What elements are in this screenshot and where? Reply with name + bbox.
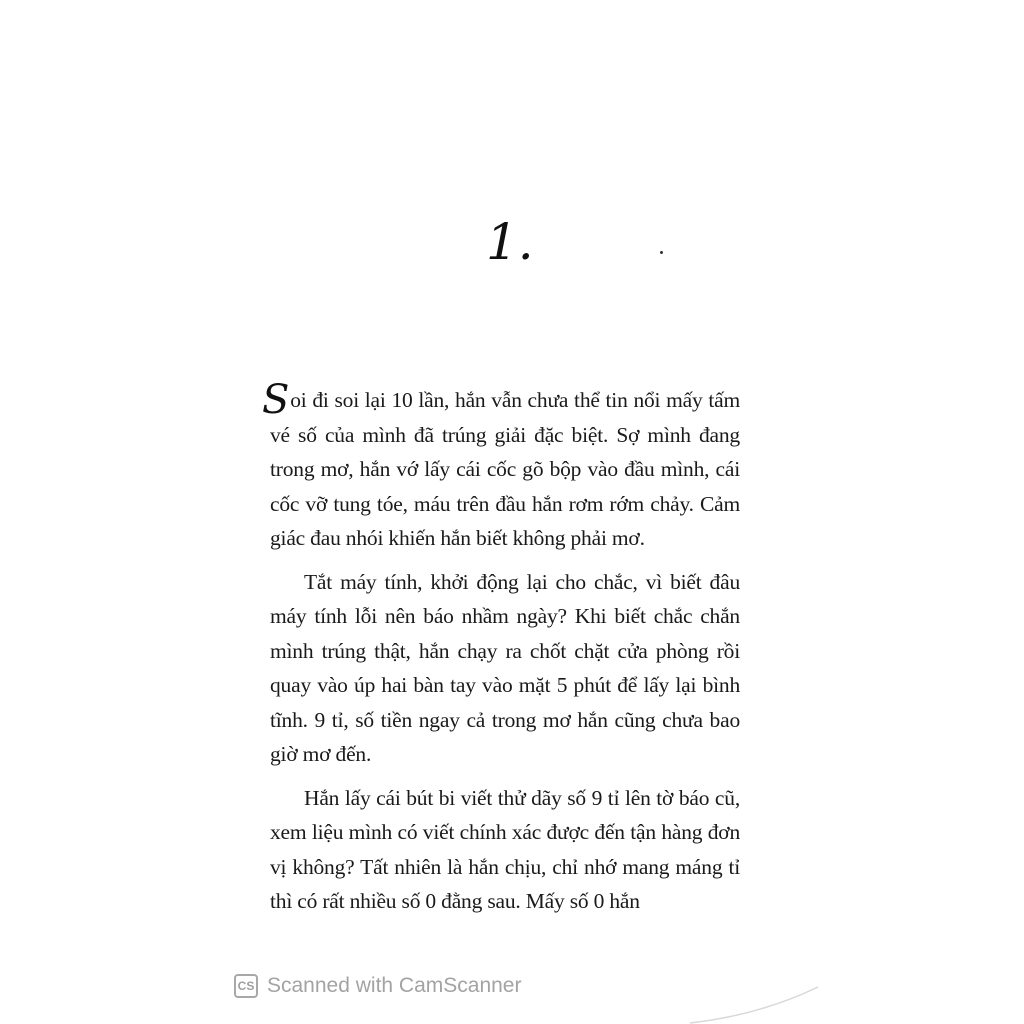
paragraph-2: Tắt máy tính, khởi động lại cho chắc, vì biết đâu máy tính lỗi nên báo nhầm ngày? Khi biết chắc chắn mình trúng thật, hắn chạy ra chốt chặt cửa phòng rồi quay vào úp hai bàn tay vào mặt 5 phút để lấy lại bình tĩnh. 9 tỉ, số tiền ngay cả trong mơ hắn cũng chưa bao giờ mơ đến. (270, 569, 740, 766)
watermark-text: Scanned with CamScanner (267, 974, 522, 997)
page-edge-curve (690, 985, 820, 1024)
paragraph-1 (262, 377, 740, 556)
scan-speck (660, 251, 663, 254)
camscanner-watermark (234, 974, 521, 998)
paragraph-1-text: oi đi soi lại 10 lần, hắn vẫn chưa thể tin nổi mấy tấm vé số của mình đã trúng giải đặc biệt. Sợ mình đang trong mơ, hắn vớ lấy cái cốc gõ bộp vào đầu mình, cái cốc vỡ tung tóe, máu trên đầu hắn rơm rớm chảy. Cảm giác đau nhói khiến hắn biết không phải mơ. (270, 388, 740, 550)
chapter-number: 1. (486, 213, 534, 271)
body-text (262, 377, 740, 928)
drop-cap: S (262, 377, 290, 423)
camscanner-logo-icon: CS (234, 974, 258, 998)
paragraph-3: Hắn lấy cái bút bi viết thử dãy số 9 tỉ lên tờ báo cũ, xem liệu mình có viết chính xác được đến tận hàng đơn vị không? Tất nhiên là hắn chịu, chỉ nhớ mang máng tỉ thì có rất nhiều số 0 đằng sau. Mấy số 0 hắn (270, 785, 740, 913)
